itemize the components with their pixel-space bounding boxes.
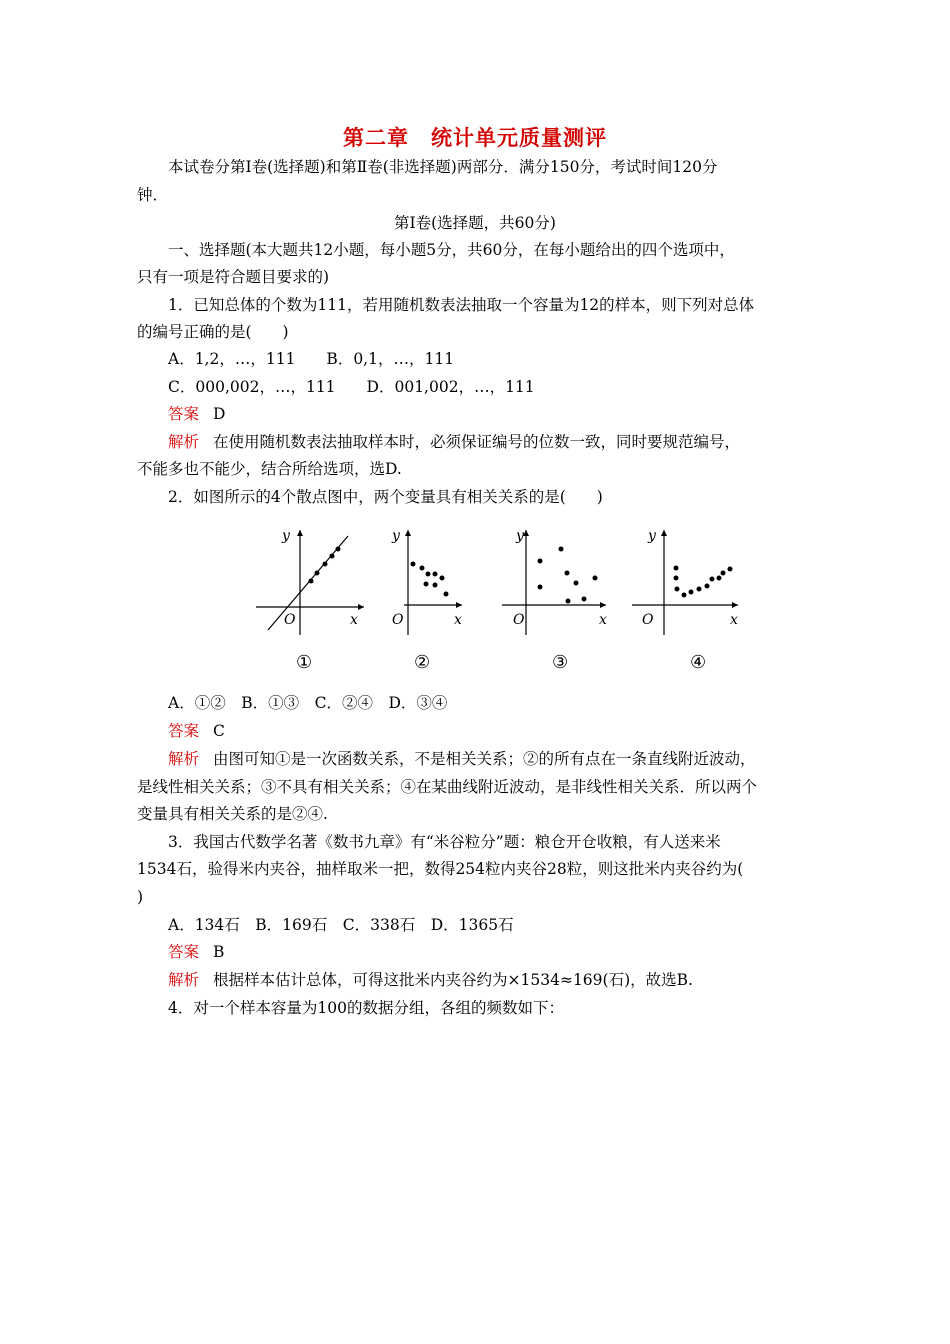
q1-options-ab: A．1,2，…，111 B．0,1，…，111 (168, 350, 455, 368)
x-axis-label-1: x (350, 612, 358, 628)
q3-stem-1: 3．我国古代数学名著《数书九章》有“米谷粒分”题：粮仓开仓收粮，有人送来米 (168, 833, 721, 851)
y-axis-label-1: y (282, 528, 290, 544)
scatter-figure (254, 516, 758, 688)
analysis-label: 解析 (168, 433, 200, 451)
analysis-text: 根据样本估计总体，可得这批米内夹谷约为×1534≈169(石)，故选B. (213, 971, 693, 989)
origin-label-1: O (284, 612, 296, 628)
x-axis-label-2: x (454, 612, 462, 628)
q2-analysis-3: 变量具有相关关系的是②④. (137, 805, 328, 823)
scatter-plots-svg (254, 516, 758, 688)
analysis-text: 在使用随机数表法抽取样本时，必须保证编号的位数一致，同时要规范编号， (213, 433, 741, 451)
origin-label-4: O (642, 612, 654, 628)
y-axis-label-2: y (392, 528, 400, 544)
plot-label-1: ① (296, 652, 313, 673)
q2-answer (168, 717, 848, 745)
q1-answer (168, 400, 848, 428)
q2-options: A．①② B．①③ C．②④ D．③④ (168, 694, 448, 712)
plot-label-4: ④ (690, 652, 707, 673)
q1-analysis-1 (168, 428, 848, 456)
q3-options: A．134石 B．169石 C．338石 D．1365石 (168, 916, 514, 934)
y-axis-label-4: y (648, 528, 656, 544)
q2-analysis-1 (168, 745, 848, 773)
instructions-line-1: 一、选择题(本大题共12小题，每小题5分，共60分，在每小题给出的四个选项中， (168, 241, 735, 259)
intro-line-2: 钟． (137, 186, 169, 204)
scatter-plot-2 (391, 528, 462, 673)
plot-label-3: ③ (552, 652, 569, 673)
section-title: 第Ⅰ卷(选择题，共60分) (394, 214, 556, 232)
answer-value: B (213, 943, 225, 961)
q1-stem-2: 的编号正确的是( ) (137, 323, 289, 341)
x-axis-label-3: x (599, 612, 607, 628)
q1-stem-1: 1．已知总体的个数为111，若用随机数表法抽取一个容量为12的样本，则下列对总体 (168, 296, 755, 314)
intro-line-1: 本试卷分第Ⅰ卷(选择题)和第Ⅱ卷(非选择题)两部分．满分150分，考试时间120分 (168, 158, 718, 176)
x-axis-label-4: x (730, 612, 738, 628)
answer-label: 答案 (168, 405, 200, 423)
answer-label: 答案 (168, 943, 200, 961)
scatter-plot-4 (632, 528, 738, 673)
answer-value: C (213, 722, 225, 740)
y-axis-label-3: y (516, 528, 524, 544)
instructions-line-2: 只有一项是符合题目要求的) (137, 268, 330, 286)
analysis-label: 解析 (168, 971, 200, 989)
q2-stem: 2．如图所示的4个散点图中，两个变量具有相关关系的是( ) (168, 488, 603, 506)
q3-stem-3: ) (137, 888, 144, 906)
origin-label-2: O (392, 612, 404, 628)
page-title: 第二章 统计单元质量测评 (343, 126, 607, 150)
scatter-plot-1 (256, 528, 364, 673)
answer-label: 答案 (168, 722, 200, 740)
q3-answer (168, 938, 848, 966)
analysis-label: 解析 (168, 750, 200, 768)
scatter-plot-3 (502, 528, 607, 673)
plot-label-2: ② (414, 652, 431, 673)
q1-analysis-2: 不能多也不能少，结合所给选项，选D. (137, 460, 402, 478)
q1-options-cd: C．000,002，…，111 D．001,002，…，111 (168, 378, 535, 396)
origin-label-3: O (513, 612, 525, 628)
analysis-text: 由图可知①是一次函数关系，不是相关关系；②的所有点在一条直线附近波动， (213, 750, 756, 768)
answer-value: D (213, 405, 226, 423)
q3-stem-2: 1534石，验得米内夹谷，抽样取米一把，数得254粒内夹谷28粒，则这批米内夹谷约为( (137, 860, 744, 878)
q3-analysis-1 (168, 966, 848, 994)
q2-analysis-2: 是线性相关关系；③不具有相关关系；④在某曲线附近波动，是非线性相关关系．所以两个 (137, 778, 758, 796)
q4-stem: 4．对一个样本容量为100的数据分组，各组的频数如下： (168, 999, 564, 1017)
